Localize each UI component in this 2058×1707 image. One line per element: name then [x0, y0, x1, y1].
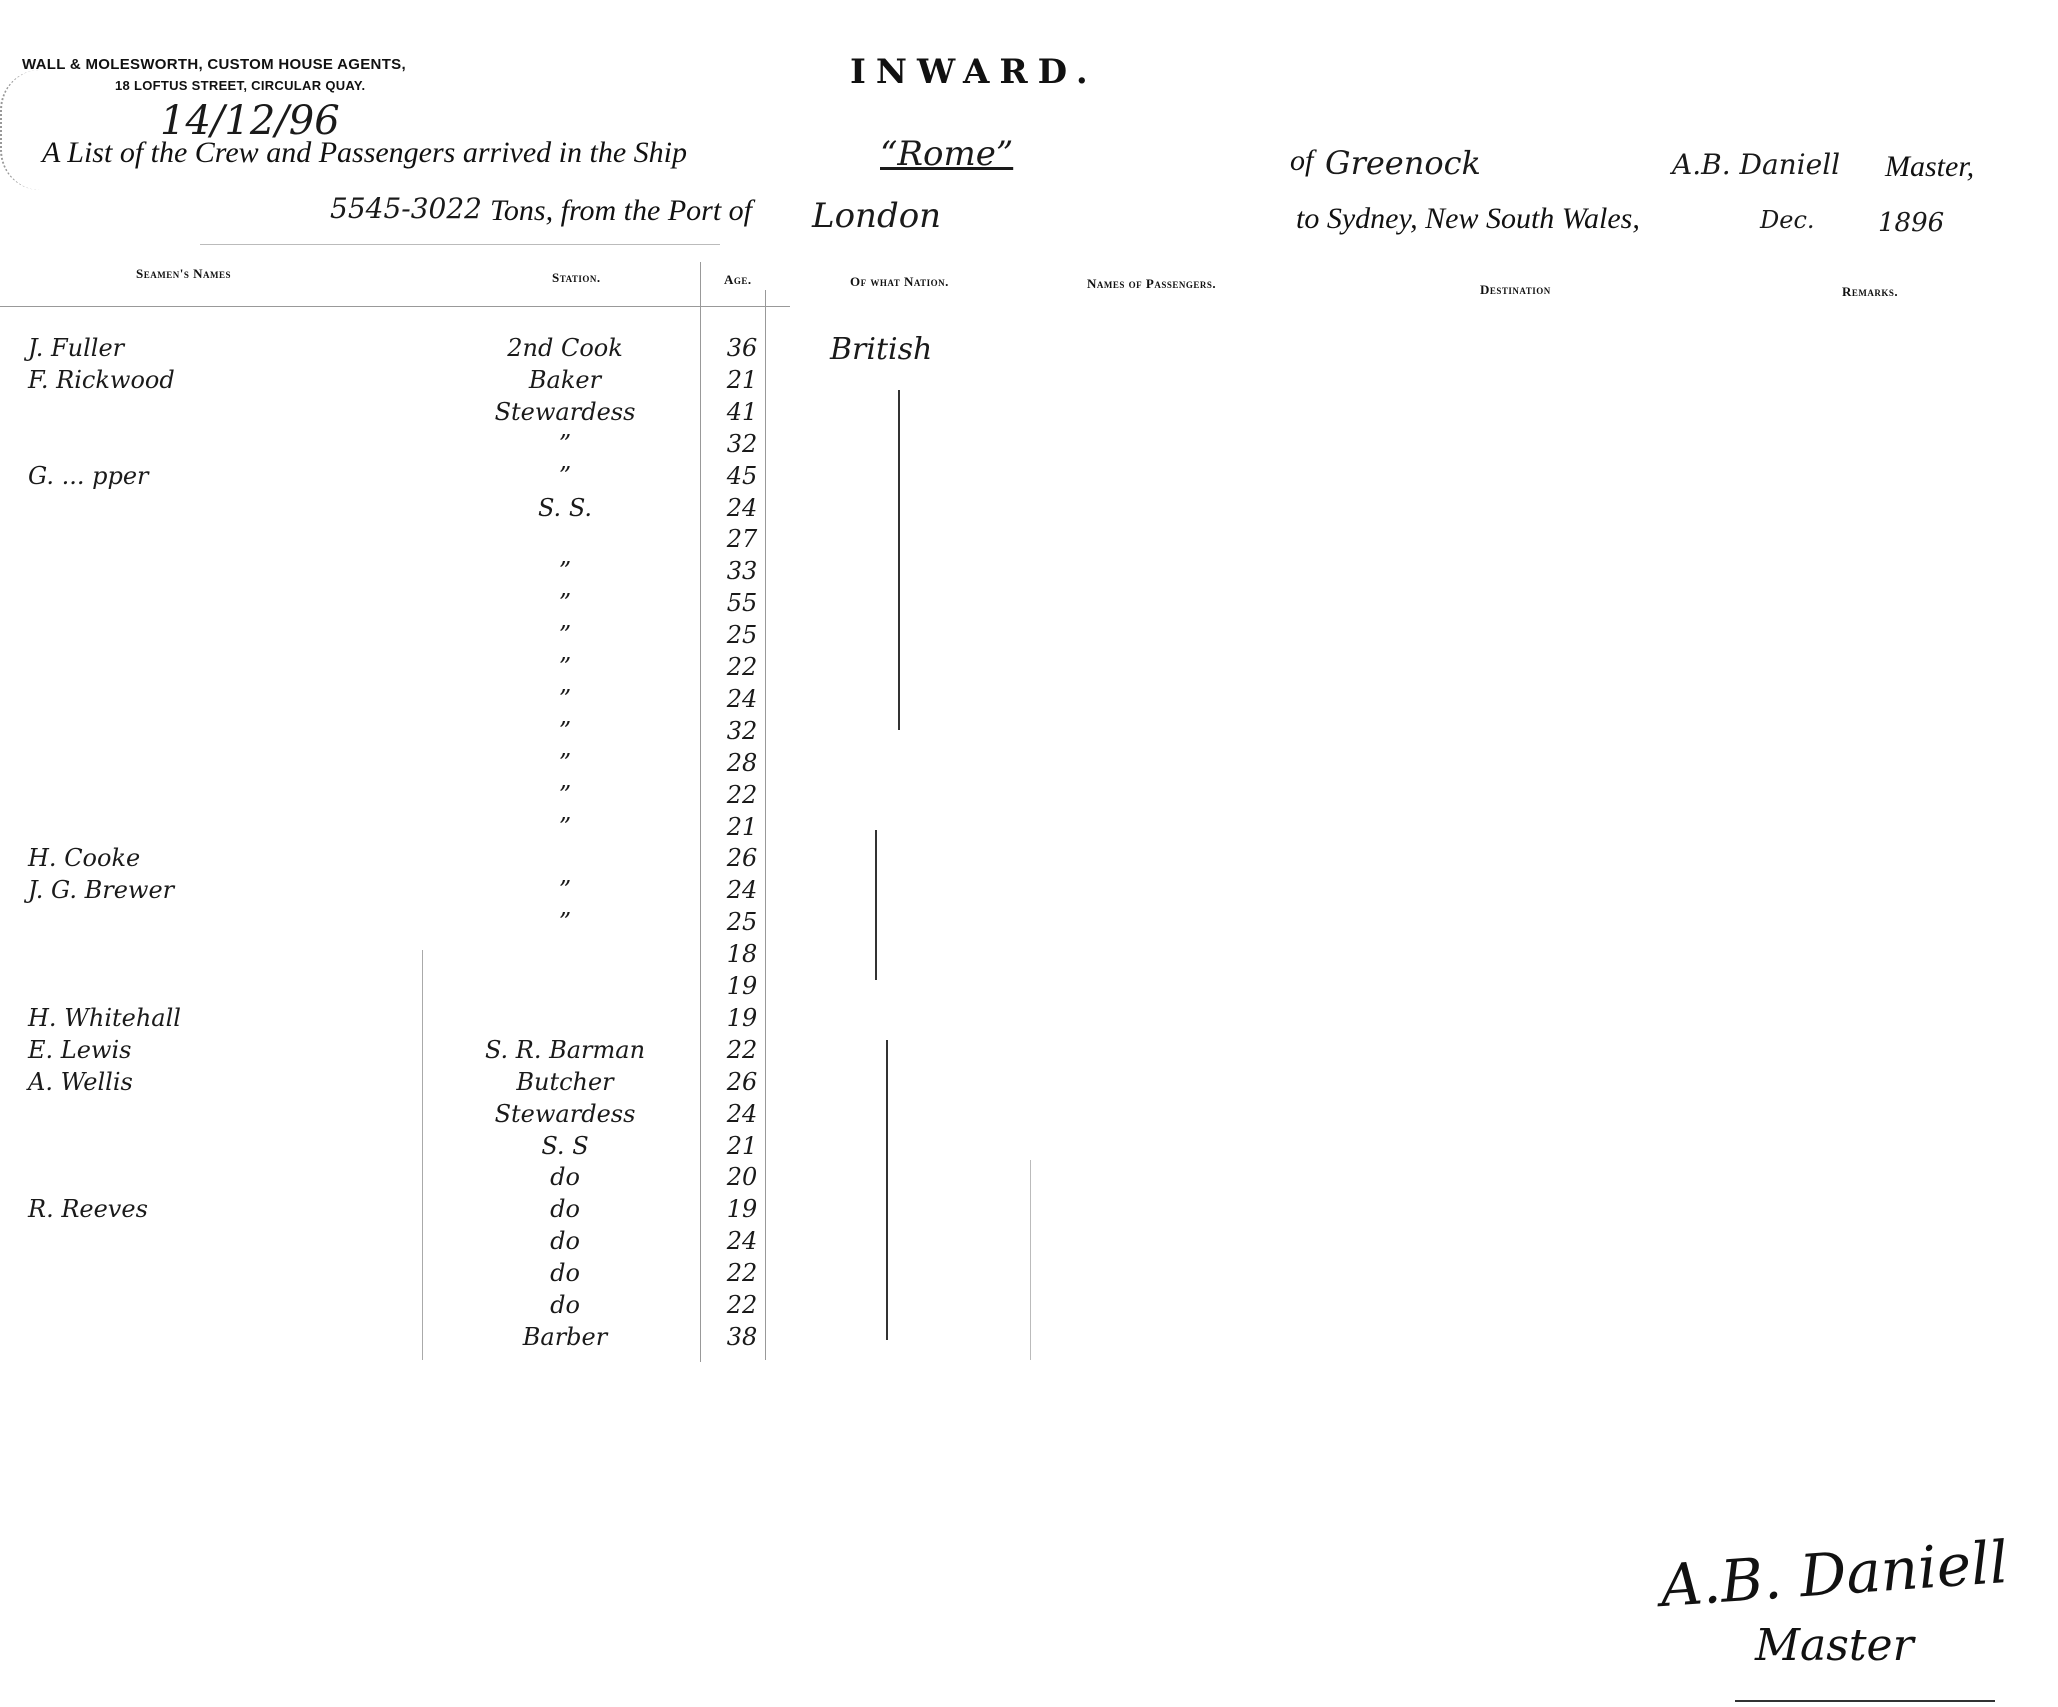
- signature-line: [1735, 1700, 1995, 1702]
- station-value: S. S: [541, 1131, 589, 1160]
- age-value: 26: [726, 844, 758, 873]
- age-value: 28: [726, 748, 758, 777]
- stamp-mark: [0, 70, 62, 190]
- age-value: 24: [726, 876, 758, 905]
- station-value: do: [550, 1291, 580, 1319]
- age-value: 32: [726, 429, 758, 458]
- seaman-name: H. Cooke: [28, 844, 141, 873]
- table-row: [0, 621, 800, 653]
- table-row: [0, 749, 800, 781]
- to-sydney-text: to Sydney, New South Wales,: [1296, 202, 1640, 235]
- age-value: 21: [726, 365, 758, 394]
- age-value: 55: [726, 589, 758, 618]
- station-value: ”: [558, 908, 572, 937]
- table-row: [0, 972, 800, 1004]
- from-port: London: [812, 196, 942, 236]
- age-value: 24: [726, 493, 758, 522]
- age-value: 33: [726, 557, 758, 586]
- seaman-name: A. Wellis: [28, 1067, 133, 1096]
- seaman-name: F. Rickwood: [28, 365, 175, 394]
- station-value: do: [550, 1195, 580, 1224]
- table-row: [0, 813, 800, 845]
- table-row: [0, 685, 800, 717]
- col-destination: Destination: [1480, 282, 1551, 297]
- header-rule: [200, 244, 720, 245]
- age-value: 22: [726, 780, 758, 809]
- table-row: [0, 1259, 800, 1291]
- age-value: 19: [726, 972, 758, 1000]
- nation-value: British: [830, 332, 933, 367]
- seaman-name: J. Fuller: [28, 334, 125, 362]
- station-value: S. R. Barman: [484, 1035, 646, 1064]
- age-value: 32: [726, 716, 758, 745]
- age-value: 19: [726, 1195, 758, 1224]
- col-nation: Of what Nation.: [850, 274, 949, 289]
- station-value: Butcher: [516, 1067, 614, 1096]
- station-value: do: [550, 1163, 580, 1192]
- table-row: [0, 1004, 800, 1036]
- age-value: 24: [726, 684, 758, 713]
- age-value: 24: [726, 1227, 758, 1256]
- document-title: INWARD.: [850, 52, 1098, 92]
- col-station: Station.: [552, 270, 601, 285]
- station-value: Barber: [522, 1322, 608, 1351]
- station-value: do: [550, 1227, 580, 1256]
- col-remarks: Remarks.: [1842, 284, 1899, 299]
- station-value: do: [550, 1259, 580, 1288]
- station-value: ”: [558, 589, 572, 618]
- table-row: [0, 876, 800, 908]
- station-value: ”: [558, 780, 572, 809]
- age-value: 21: [726, 1131, 758, 1160]
- age-value: 26: [726, 1067, 758, 1096]
- column-header-rule: [0, 306, 790, 307]
- station-value: ”: [558, 461, 572, 490]
- table-row: [0, 557, 800, 589]
- table-row: [0, 1291, 800, 1323]
- table-row: [0, 844, 800, 876]
- age-value: 45: [726, 461, 758, 490]
- station-value: ”: [558, 716, 572, 745]
- age-value: 41: [726, 397, 758, 426]
- tons-from-text: Tons, from the Port of: [490, 194, 752, 227]
- age-value: 36: [726, 334, 758, 362]
- station-value: ”: [558, 748, 572, 777]
- table-row: [0, 1195, 800, 1227]
- seaman-name: J. G. Brewer: [28, 876, 175, 905]
- tonnage: 5545-3022: [330, 192, 482, 225]
- station-value: ”: [558, 684, 572, 713]
- table-row: [0, 1163, 800, 1195]
- table-row: [0, 525, 800, 557]
- station-value: S. S.: [537, 493, 593, 522]
- nation-right-rule: [1030, 1160, 1031, 1360]
- age-value: 22: [726, 1259, 758, 1288]
- seaman-name: R. Reeves: [28, 1195, 148, 1224]
- age-value: 22: [726, 1291, 758, 1319]
- table-row: [0, 366, 800, 398]
- station-value: Stewardess: [494, 397, 636, 426]
- age-value: 19: [726, 1003, 758, 1032]
- station-value: 2nd Cook: [507, 334, 623, 362]
- table-row: [0, 1323, 800, 1355]
- handwritten-date: 14/12/96: [160, 98, 340, 144]
- nation-ditto-line-3: [886, 1040, 888, 1340]
- table-row: [0, 781, 800, 813]
- age-value: 22: [726, 1035, 758, 1064]
- ship-name: “Rome”: [880, 134, 1014, 174]
- age-value: 18: [726, 940, 758, 969]
- age-value: 20: [726, 1163, 758, 1192]
- list-of-text: A List of the Crew and Passengers arrived in the Ship: [42, 136, 687, 169]
- master-name: A.B. Daniell: [1672, 148, 1841, 181]
- table-row: [0, 1068, 800, 1100]
- table-row: [0, 589, 800, 621]
- table-row: [0, 462, 800, 494]
- station-value: ”: [558, 621, 572, 650]
- age-value: 38: [726, 1322, 758, 1351]
- table-row: [0, 653, 800, 685]
- station-value: Stewardess: [494, 1099, 636, 1128]
- table-row: [0, 1227, 800, 1259]
- agent-line-2: 18 LOFTUS STREET, CIRCULAR QUAY.: [115, 78, 366, 93]
- table-row: [0, 430, 800, 462]
- age-value: 24: [726, 1099, 758, 1128]
- table-row: [0, 1132, 800, 1164]
- station-value: ”: [558, 653, 572, 681]
- table-row: [0, 1100, 800, 1132]
- table-row: [0, 1036, 800, 1068]
- station-value: ”: [558, 876, 572, 905]
- arrival-date: Dec.: [1760, 206, 1815, 234]
- table-row: [0, 908, 800, 940]
- table-row: [0, 717, 800, 749]
- age-value: 27: [726, 525, 758, 554]
- arrival-year: 1896: [1878, 208, 1945, 238]
- of-label: of: [1290, 144, 1314, 177]
- station-value: Baker: [528, 365, 602, 394]
- seaman-name: H. Whitehall: [28, 1003, 181, 1032]
- master-signature-title: Master: [1755, 1620, 1914, 1671]
- table-row: [0, 494, 800, 526]
- nation-ditto-line-2: [875, 830, 877, 980]
- col-passenger-names: Names of Passengers.: [1087, 276, 1217, 291]
- table-row: [0, 940, 800, 972]
- station-value: ”: [558, 429, 572, 458]
- age-value: 25: [726, 621, 758, 650]
- master-signature: A.B. Daniell: [1658, 1527, 2011, 1621]
- age-value: 21: [726, 812, 758, 841]
- home-port: Greenock: [1325, 144, 1481, 182]
- seaman-name: G. ... pper: [28, 461, 149, 490]
- table-row: [0, 334, 800, 366]
- table-row: [0, 398, 800, 430]
- station-value: ”: [558, 812, 572, 841]
- station-value: ”: [558, 557, 572, 586]
- col-age: Age.: [724, 272, 752, 287]
- age-value: 25: [726, 908, 758, 937]
- col-seamen-names: Seamen's Names: [136, 266, 231, 281]
- age-value: 22: [726, 653, 758, 681]
- agent-line-1: WALL & MOLESWORTH, CUSTOM HOUSE AGENTS,: [22, 56, 406, 73]
- nation-ditto-line-1: [898, 390, 900, 730]
- seaman-name: E. Lewis: [28, 1035, 132, 1064]
- master-label: Master,: [1885, 150, 1975, 183]
